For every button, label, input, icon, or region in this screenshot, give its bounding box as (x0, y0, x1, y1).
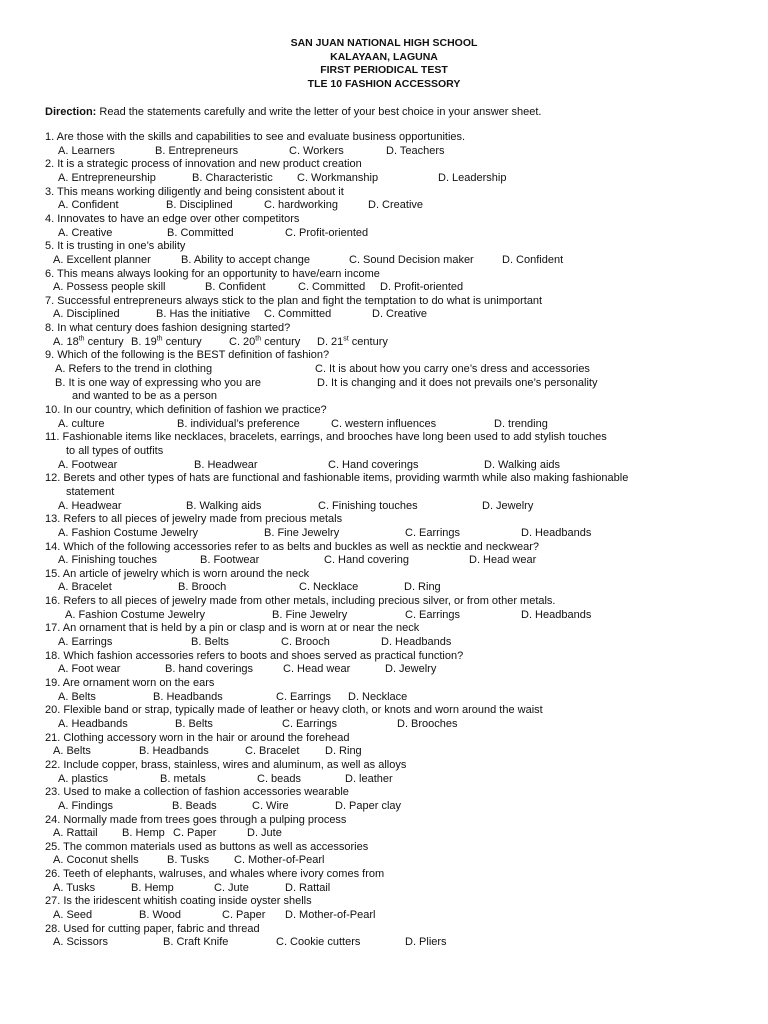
option: A. Possess people skill (53, 281, 166, 294)
option: D. Jewelry (482, 499, 534, 512)
option: D. Walking aids (484, 458, 561, 471)
question-text-cont: statement (66, 485, 115, 498)
option: B. Characteristic (192, 171, 273, 184)
question-text: 5. It is trusting in one’s ability (45, 240, 186, 253)
direction (45, 105, 541, 119)
option: C. Paper (173, 827, 217, 840)
option: D. Ring (325, 745, 362, 758)
question-text: 4. Innovates to have an edge over other competitors (45, 212, 300, 225)
option: B. Has the initiative (156, 308, 251, 321)
option: and wanted to be as a person (72, 390, 217, 403)
option: D. Pliers (405, 936, 447, 949)
question-text: 21. Clothing accessory worn in the hair or around the forehead (45, 731, 350, 744)
option: C. Head wear (283, 663, 351, 676)
option: D. Confident (502, 253, 564, 266)
option: A. Headwear (58, 499, 122, 512)
option: C. 20th century (229, 335, 301, 348)
option: C. Sound Decision maker (349, 253, 474, 266)
option: B. Headwear (194, 458, 258, 471)
subject-title: TLE 10 FASHION ACCESSORY (307, 77, 461, 90)
option: B. 19th century (131, 335, 202, 348)
option: A. Seed (53, 909, 93, 922)
option: B. Ability to accept change (181, 253, 311, 266)
option: B. Headbands (139, 745, 209, 758)
option: B. Entrepreneurs (155, 144, 239, 157)
option: D. Creative (368, 199, 424, 212)
option: C. Jute (214, 881, 249, 894)
option: D. Ring (404, 581, 441, 594)
option: D. Headbands (381, 636, 452, 649)
direction-text: Read the statements carefully and write the letter of your best choice in your answer sheet. (96, 106, 542, 118)
option: A. Fashion Costume Jewelry (58, 526, 198, 539)
question-text: 10. In our country, which definition of fashion we practice? (45, 404, 327, 416)
option: D. Necklace (348, 690, 408, 703)
option: A. Belts (53, 745, 91, 758)
option: D. Headbands (521, 608, 592, 621)
question-text: 15. An article of jewelry which is worn around the neck (45, 567, 310, 580)
question-text: 19. Are ornament worn on the ears (45, 677, 215, 689)
option: C. Hand covering (324, 554, 409, 567)
option: A. Findings (58, 799, 114, 812)
option: A. Entrepreneurship (58, 171, 156, 184)
option: A. Creative (58, 226, 113, 239)
question-text: 28. Used for cutting paper, fabric and thread (45, 922, 260, 935)
question-text: 13. Refers to all pieces of jewelry made from precious metals (45, 513, 343, 526)
question-text: 25. The common materials used as buttons as well as accessories (45, 840, 369, 853)
question-text: 20. Flexible band or strap, typically made of leather or heavy cloth, or knots and worn around the waist (45, 704, 543, 717)
option: D. Head wear (469, 554, 537, 567)
option: B. Confident (205, 281, 266, 294)
question-text: 24. Normally made from trees goes through a pulping process (45, 813, 347, 826)
question-text: 17. An ornament that is held by a pin or clasp and is worn at or near the neck (45, 622, 420, 635)
option: D. Leadership (438, 171, 507, 184)
option: A. Coconut shells (53, 854, 139, 867)
option: A. Excellent planner (53, 253, 151, 266)
question-text-cont: to all types of outfits (66, 444, 164, 457)
option: A. Scissors (53, 936, 109, 949)
option: A. Confident (58, 199, 119, 212)
question-text: 7. Successful entrepreneurs always stick to the plan and fight the temptation to do what is unimportant (45, 294, 543, 307)
option: A. Rattail (53, 827, 98, 840)
option: C. Profit-oriented (285, 226, 369, 239)
question-text: 8. In what century does fashion designing started? (45, 322, 291, 335)
option: D. Brooches (397, 717, 458, 730)
school-name: SAN JUAN NATIONAL HIGH SCHOOL (290, 37, 478, 49)
direction-label: Direction: (45, 106, 97, 118)
option: C. Committed (298, 281, 366, 294)
question-text: 26. Teeth of elephants, walruses, and whales where ivory comes from (45, 868, 385, 881)
option: B. hand coverings (165, 663, 254, 676)
option: B. Fine Jewelry (272, 608, 348, 621)
question-text: 27. Is the iridescent whitish coating inside oyster shells (45, 895, 312, 908)
option: B. Fine Jewelry (264, 526, 340, 539)
option: B. Footwear (200, 554, 260, 567)
option: C. Cookie cutters (276, 936, 361, 949)
option: A. Headbands (58, 717, 128, 730)
question-text: 9. Which of the following is the BEST definition of fashion? (45, 349, 330, 362)
option: D. Creative (372, 308, 428, 321)
option: C. Brooch (281, 636, 330, 649)
question-text: 23. Used to make a collection of fashion accessories wearable (45, 786, 349, 799)
option: B. individual’s preference (177, 417, 300, 430)
option: D. Paper clay (335, 799, 402, 812)
option: C. Bracelet (245, 745, 300, 758)
option: D. 21st century (317, 335, 388, 348)
option: B. Belts (175, 717, 213, 730)
option: A. Finishing touches (58, 554, 158, 567)
question-text: 18. Which fashion accessories refers to boots and shoes served as practical function? (45, 649, 464, 662)
option: B. Committed (167, 226, 234, 239)
option: C. Earrings (282, 717, 338, 730)
option: C. Earrings (405, 608, 461, 621)
option: B. Disciplined (166, 199, 233, 212)
option: B. Craft Knife (163, 936, 229, 949)
question-text: 12. Berets and other types of hats are functional and fashionable items, providing warmth while also making fashionable (45, 472, 629, 485)
question-text: 14. Which of the following accessories refer to as belts and buckles as well as necktie and neckwear? (45, 540, 540, 553)
option: C. western influences (331, 417, 437, 430)
option: A. Tusks (53, 881, 96, 894)
option: C. Hand coverings (328, 458, 419, 471)
question-text: 22. Include copper, brass, stainless, wires and aluminum, as well as alloys (45, 758, 407, 771)
option: B. Beads (172, 799, 217, 812)
option: C. Earrings (405, 526, 461, 539)
option: C. Earrings (276, 690, 332, 703)
option: A. Fashion Costume Jewelry (65, 608, 205, 621)
option: C. Finishing touches (318, 499, 418, 512)
option: B. Hemp (131, 881, 174, 894)
option: B. It is one way of expressing who you are (55, 376, 262, 389)
option: D. Profit-oriented (380, 281, 464, 294)
option: A. 18th century (53, 335, 124, 348)
option: C. Mother-of-Pearl (234, 854, 325, 867)
option: C. Wire (252, 799, 289, 812)
test-title: FIRST PERIODICAL TEST (320, 64, 448, 76)
option: A. Belts (58, 690, 96, 703)
school-location: KALAYAAN, LAGUNA (330, 50, 438, 63)
document-header (0, 37, 768, 91)
option: D. Jewelry (385, 663, 437, 676)
option: D. trending (494, 417, 548, 430)
option: D. Headbands (521, 526, 592, 539)
option: A. Refers to the trend in clothing (55, 363, 213, 376)
option: A. Disciplined (53, 308, 120, 321)
question-text: 3. This means working diligently and being consistent about it (45, 185, 344, 198)
option: D. Teachers (386, 144, 445, 157)
option: D. leather (345, 772, 393, 785)
option: A. Earrings (58, 636, 113, 649)
option: C. Workmanship (297, 171, 379, 184)
option: C. Committed (264, 308, 332, 321)
question-text: 2. It is a strategic process of innovation and new product creation (45, 158, 362, 171)
option: B. metals (160, 772, 206, 785)
option: D. Mother-of-Pearl (285, 909, 376, 922)
option: B. Walking aids (186, 499, 262, 512)
option: B. Brooch (178, 581, 227, 594)
option: A. Foot wear (58, 663, 121, 676)
option: D. It is changing and it does not prevails one’s personality (317, 376, 598, 389)
option: A. culture (58, 417, 105, 430)
option: C. It is about how you carry one’s dress and accessories (315, 363, 590, 376)
option: C. Paper (222, 909, 266, 922)
option: D. Jute (247, 827, 282, 840)
option: C. Workers (289, 144, 344, 157)
option: A. Footwear (58, 458, 118, 471)
option: A. Bracelet (58, 581, 112, 594)
question-text: 11. Fashionable items like necklaces, bracelets, earrings, and brooches have long been used to add stylish touches (45, 431, 607, 444)
option: A. plastics (58, 772, 109, 785)
option: B. Hemp (122, 827, 165, 840)
option: C. beads (257, 772, 302, 785)
option: B. Tusks (167, 854, 210, 867)
question-text: 6. This means always looking for an opportunity to have/earn income (45, 267, 380, 280)
option: B. Headbands (153, 690, 223, 703)
option: B. Wood (139, 909, 181, 922)
question-text: 16. Refers to all pieces of jewelry made from other metals, including precious silver, or from other metals. (45, 595, 556, 608)
option: C. hardworking (264, 199, 338, 212)
option: B. Belts (191, 636, 229, 649)
option: A. Learners (58, 144, 115, 157)
option: C. Necklace (299, 581, 359, 594)
option: D. Rattail (285, 881, 331, 894)
question-text: 1. Are those with the skills and capabilities to see and evaluate business opportunities. (45, 131, 466, 143)
